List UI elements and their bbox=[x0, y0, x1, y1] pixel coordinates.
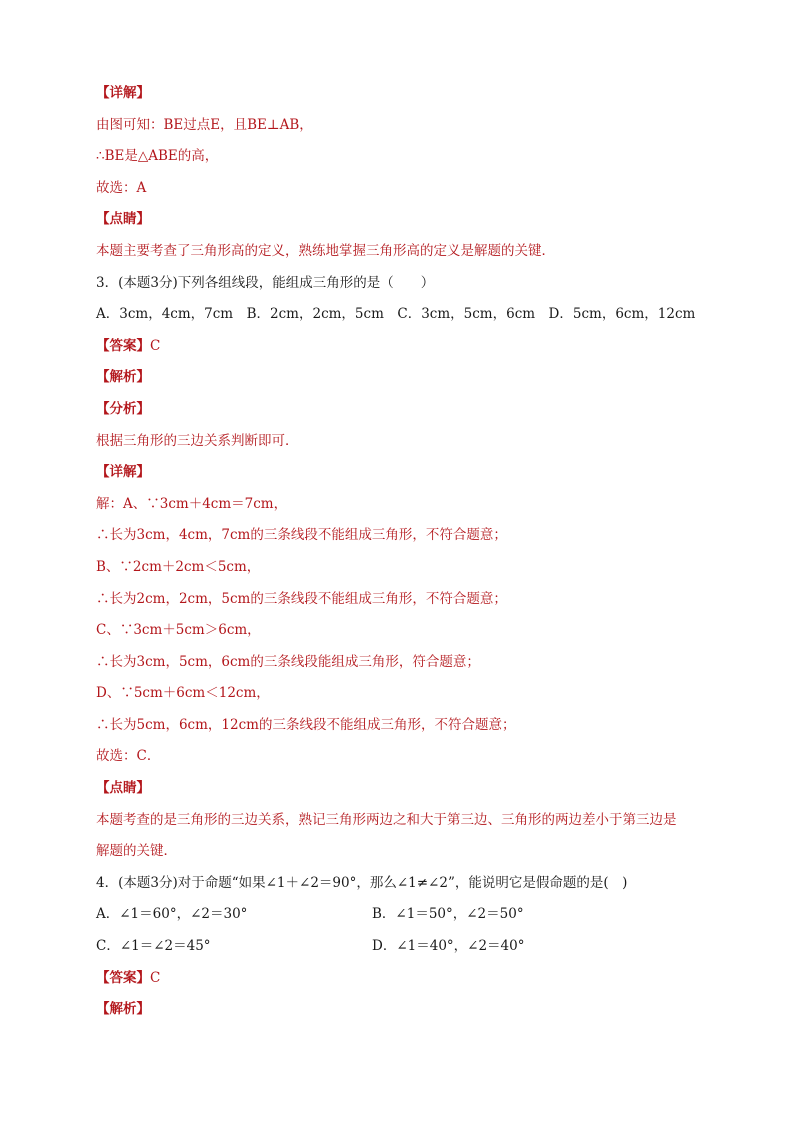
answer-value: C bbox=[150, 969, 161, 986]
section-heading-analysis: 【解析】 bbox=[96, 369, 150, 386]
q2-answer-line: 故选：A bbox=[96, 179, 147, 196]
q3-detail-line: 故选：C． bbox=[96, 748, 161, 765]
q3-answer-line bbox=[96, 331, 706, 363]
q4-answer-line bbox=[96, 963, 706, 995]
q3-analysis: 根据三角形的三边关系判断即可． bbox=[96, 432, 299, 449]
q4-option-d: D．∠1＝40°，∠2＝40° bbox=[372, 938, 525, 955]
answer-heading: 【答案】 bbox=[96, 337, 150, 354]
q3-question: 3．(本题3分)下列各组线段，能组成三角形的是（ ） bbox=[96, 274, 435, 291]
document-page bbox=[96, 78, 706, 1026]
q4-option-a: A．∠1＝60°，∠2＝30° bbox=[96, 906, 248, 923]
section-heading-comment: 【点睛】 bbox=[96, 211, 150, 228]
q3-detail-line: 解：A、∵3cm＋4cm＝7cm， bbox=[96, 495, 288, 512]
q2-detail-line: 由图可知：BE过点E，且BE⊥AB， bbox=[96, 116, 313, 133]
q4-options-row bbox=[96, 931, 706, 963]
q4-option-b: B．∠1＝50°，∠2＝50° bbox=[372, 906, 524, 923]
q2-detail-line: ∴BE是△ABE的高， bbox=[96, 148, 219, 165]
section-heading-detail: 【详解】 bbox=[96, 464, 150, 481]
section-heading-analysis: 【解析】 bbox=[96, 1001, 150, 1018]
q4-question: 4．(本题3分)对于命题“如果∠1＋∠2＝90°，那么∠1≠∠2”，能说明它是假命题的是( ) bbox=[96, 874, 628, 891]
q2-comment: 本题主要考查了三角形高的定义，熟练地掌握三角形高的定义是解题的关键． bbox=[96, 242, 555, 259]
section-heading-comment: 【点睛】 bbox=[96, 780, 150, 797]
q3-detail-line: B、∵2cm＋2cm＜5cm， bbox=[96, 558, 261, 575]
q3-detail-line: D、∵5cm＋6cm＜12cm， bbox=[96, 685, 270, 702]
q3-comment: 本题考查的是三角形的三边关系，熟记三角形两边之和大于第三边、三角形的两边差小于第三边是 bbox=[96, 811, 677, 828]
q3-detail-line: ∴长为3cm，5cm，6cm的三条线段能组成三角形，符合题意； bbox=[96, 653, 480, 670]
q3-detail-line: ∴长为3cm，4cm，7cm的三条线段不能组成三角形，不符合题意； bbox=[96, 527, 507, 544]
q3-detail-line: ∴长为2cm，2cm，5cm的三条线段不能组成三角形，不符合题意； bbox=[96, 590, 507, 607]
q3-comment: 解题的关键． bbox=[96, 843, 177, 860]
q3-options: A．3cm，4cm，7cm B．2cm，2cm，5cm C．3cm，5cm，6cm D．5cm，6cm，12cm bbox=[96, 306, 696, 323]
answer-value: C bbox=[150, 337, 161, 354]
q3-detail-line: C、∵3cm＋5cm＞6cm， bbox=[96, 622, 261, 639]
answer-heading: 【答案】 bbox=[96, 969, 150, 986]
q4-options-row bbox=[96, 899, 706, 931]
q3-detail-line: ∴长为5cm，6cm，12cm的三条线段不能组成三角形，不符合题意； bbox=[96, 716, 516, 733]
q4-option-c: C．∠1＝∠2＝45° bbox=[96, 938, 211, 955]
section-heading-detail: 【详解】 bbox=[96, 85, 150, 101]
section-heading-analysis-sub: 【分析】 bbox=[96, 400, 150, 417]
